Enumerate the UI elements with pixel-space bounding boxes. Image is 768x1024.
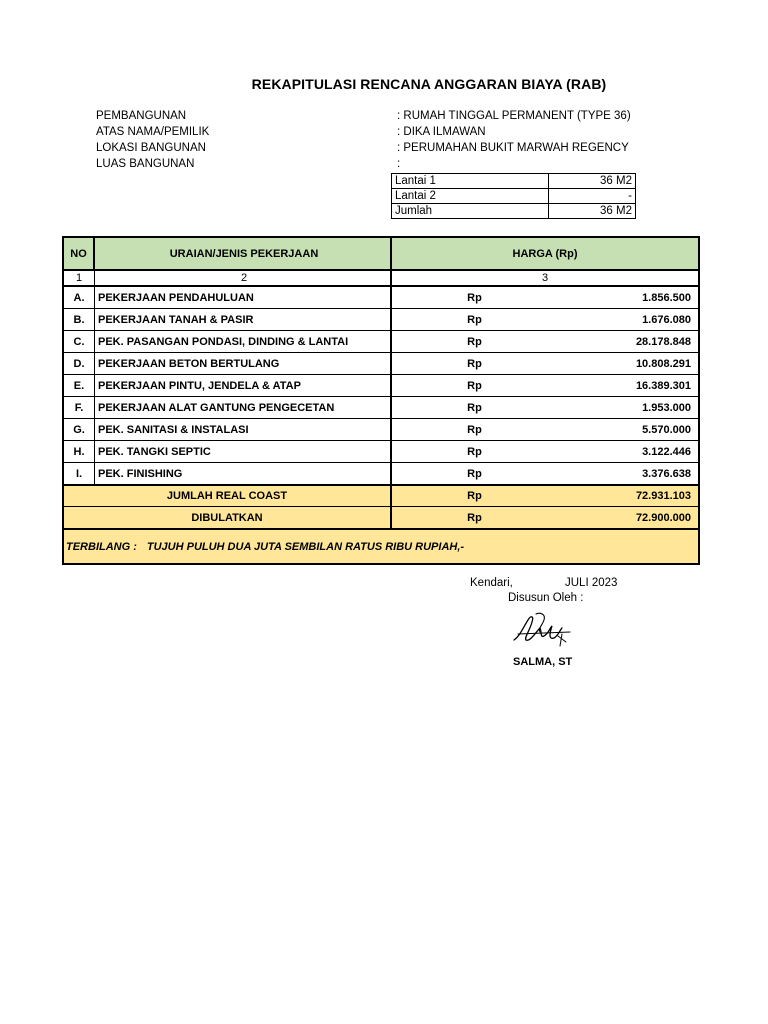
- table-row: [64, 331, 698, 353]
- item-no: D.: [64, 353, 95, 374]
- item-amount: 16.389.301: [635, 379, 691, 392]
- floor-row: [392, 189, 636, 204]
- rounded-row: [64, 507, 698, 529]
- item-no: C.: [64, 331, 95, 352]
- item-desc: PEKERJAAN ALAT GANTUNG PENGECETAN: [95, 397, 392, 418]
- item-amount: 5.570.000: [642, 423, 691, 436]
- header-price: HARGA (Rp): [512, 247, 578, 260]
- table-row: [64, 375, 698, 397]
- item-amount: 28.178.848: [635, 335, 691, 348]
- item-no: F.: [64, 397, 95, 418]
- column-index-row: [64, 271, 698, 287]
- info-label-owner: ATAS NAMA/PEMILIK: [96, 126, 210, 138]
- item-amount: 3.122.446: [642, 445, 691, 458]
- item-currency: Rp: [467, 445, 482, 458]
- floor-area-table: [391, 173, 636, 219]
- signature-place: Kendari,: [470, 577, 513, 589]
- item-currency: Rp: [467, 467, 482, 480]
- signatory-name: SALMA, ST: [513, 656, 573, 668]
- info-label-project: PEMBANGUNAN: [96, 110, 187, 122]
- rounded-label: DIBULATKAN: [64, 507, 392, 528]
- table-row: [64, 353, 698, 375]
- table-row: [64, 441, 698, 463]
- floor-label: Jumlah: [392, 204, 549, 219]
- item-no: B.: [64, 309, 95, 330]
- rounded-amount: 72.900.000: [635, 511, 691, 524]
- item-no: G.: [64, 419, 95, 440]
- floor-label: Lantai 2: [392, 189, 549, 204]
- spelled-label: TERBILANG :: [66, 540, 137, 553]
- table-row: [64, 419, 698, 441]
- page-title: REKAPITULASI RENCANA ANGGARAN BIAYA (RAB): [251, 76, 607, 92]
- item-no: A.: [64, 287, 95, 308]
- floor-row: [392, 174, 636, 189]
- item-no: E.: [64, 375, 95, 396]
- total-amount: 72.931.103: [635, 490, 691, 502]
- item-currency: Rp: [467, 313, 482, 326]
- item-desc: PEK. TANGKI SEPTIC: [95, 441, 392, 462]
- info-label-area: LUAS BANGUNAN: [96, 158, 195, 170]
- item-desc: PEKERJAAN BETON BERTULANG: [95, 353, 392, 374]
- item-currency: Rp: [467, 291, 482, 304]
- info-value-location: : PERUMAHAN BUKIT MARWAH REGENCY: [397, 142, 629, 154]
- item-desc: PEK. SANITASI & INSTALASI: [95, 419, 392, 440]
- info-value-owner: : DIKA ILMAWAN: [397, 126, 486, 138]
- item-currency: Rp: [467, 379, 482, 392]
- header-no: NO: [64, 238, 95, 269]
- total-label: JUMLAH REAL COAST: [64, 486, 392, 506]
- rounded-currency: Rp: [467, 511, 482, 524]
- total-currency: Rp: [467, 490, 482, 502]
- item-amount: 1.856.500: [642, 291, 691, 304]
- item-currency: Rp: [467, 335, 482, 348]
- item-desc: PEKERJAAN PINTU, JENDELA & ATAP: [95, 375, 392, 396]
- item-no: I.: [64, 463, 95, 484]
- floor-value: -: [549, 189, 636, 204]
- spelled-amount-row: [64, 529, 698, 563]
- info-value-project: : RUMAH TINGGAL PERMANENT (TYPE 36): [397, 110, 631, 122]
- item-currency: Rp: [467, 423, 482, 436]
- table-row: [64, 287, 698, 309]
- index-price: 3: [541, 272, 549, 284]
- item-currency: Rp: [467, 401, 482, 414]
- signature-date: JULI 2023: [565, 577, 618, 589]
- floor-value: 36 M2: [549, 204, 636, 219]
- item-desc: PEKERJAAN TANAH & PASIR: [95, 309, 392, 330]
- handwritten-signature: [510, 606, 576, 650]
- item-desc: PEK. PASANGAN PONDASI, DINDING & LANTAI: [95, 331, 392, 352]
- total-row: [64, 485, 698, 507]
- table-row: [64, 397, 698, 419]
- item-amount: 10.808.291: [635, 357, 691, 370]
- table-header: [64, 238, 698, 271]
- item-amount: 1.953.000: [642, 401, 691, 414]
- item-amount: 3.376.638: [642, 467, 691, 480]
- prepared-by-label: Disusun Oleh :: [508, 592, 584, 604]
- item-no: H.: [64, 441, 95, 462]
- floor-row: [392, 204, 636, 219]
- index-no: 1: [64, 271, 95, 285]
- item-desc: PEK. FINISHING: [95, 463, 392, 484]
- spelled-text: TUJUH PULUH DUA JUTA SEMBILAN RATUS RIBU RUPIAH,-: [146, 540, 465, 553]
- table-row: [64, 463, 698, 485]
- info-value-area: :: [397, 158, 401, 170]
- floor-value: 36 M2: [549, 174, 636, 189]
- info-label-location: LOKASI BANGUNAN: [96, 142, 206, 154]
- table-row: [64, 309, 698, 331]
- header-desc: URAIAN/JENIS PEKERJAAN: [95, 238, 392, 269]
- index-desc: 2: [95, 271, 392, 285]
- budget-table: [62, 236, 700, 565]
- item-amount: 1.676.080: [642, 313, 691, 326]
- item-currency: Rp: [467, 357, 482, 370]
- floor-label: Lantai 1: [392, 174, 549, 189]
- item-desc: PEKERJAAN PENDAHULUAN: [95, 287, 392, 308]
